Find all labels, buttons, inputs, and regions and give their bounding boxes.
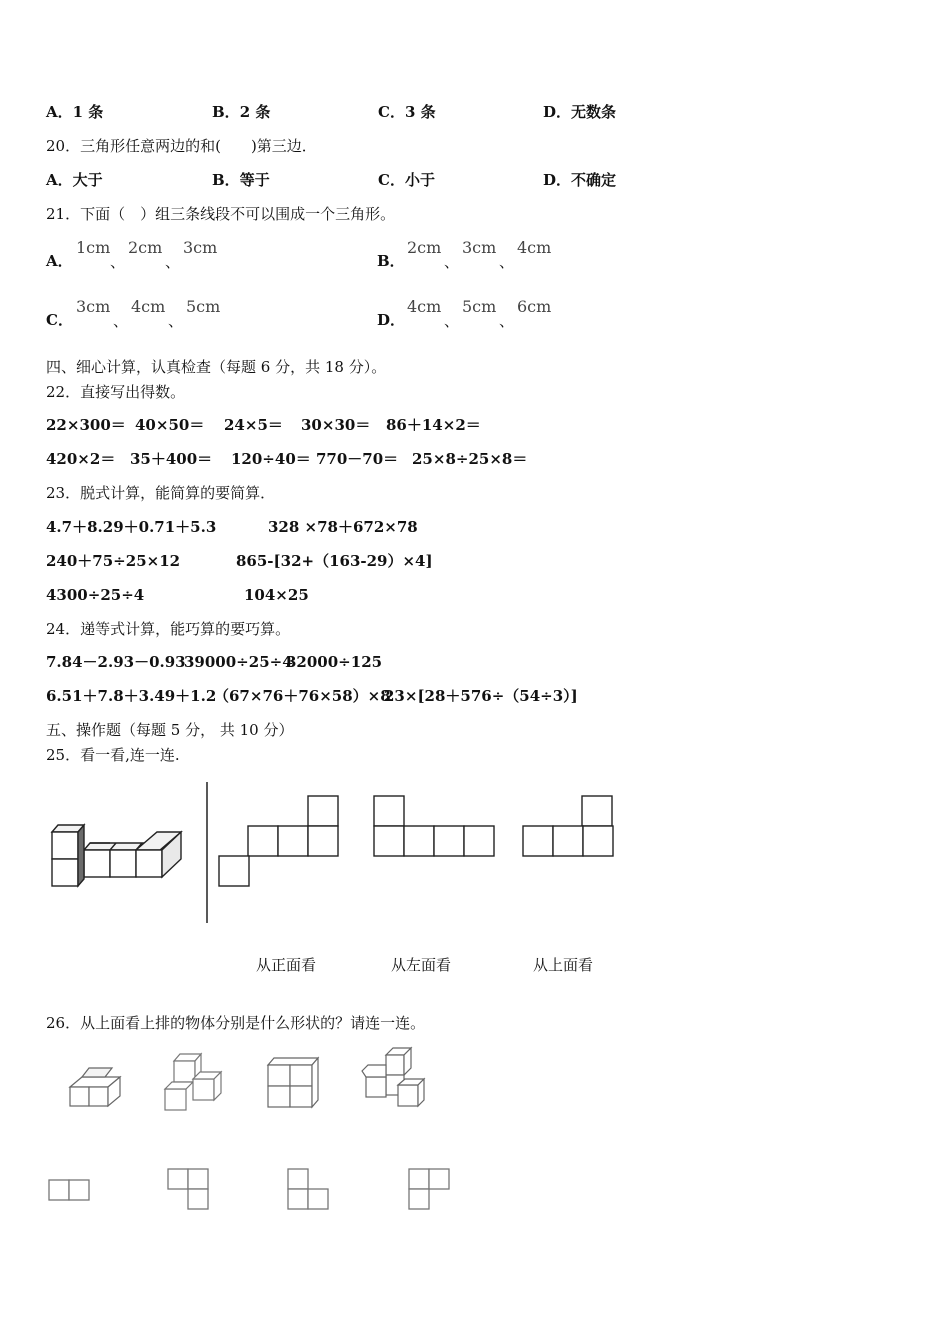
q22-item: 35＋400＝: [130, 450, 213, 468]
q20-stem: 20．三角形任意两边的和( )第三边．: [46, 137, 317, 155]
q22-item: 120÷40＝: [231, 450, 311, 468]
q19-option-c[interactable]: C．3 条: [378, 103, 436, 121]
q21-d-sep-2: 、: [499, 312, 515, 330]
q26-object-3[interactable]: [268, 1058, 318, 1107]
q24-stem: 24．递等式计算，能巧算的要巧算。: [46, 620, 291, 638]
q26-top-view-4[interactable]: [409, 1169, 449, 1209]
q21-a-sep-1: 、: [110, 253, 126, 271]
q22-item: 420×2＝: [46, 450, 116, 468]
q24-item: 32000÷125: [286, 653, 383, 671]
q22-item: 22×300＝: [46, 416, 126, 434]
q25-stem: 25．看一看,连一连.: [46, 746, 180, 764]
q23-item: 328 ×78＋672×78: [268, 518, 418, 536]
q21-option-b-letter[interactable]: B．: [377, 252, 405, 270]
q23-item: 865-[32+（163-29）×4]: [236, 552, 433, 570]
q21-d-length-1: 4cm: [407, 297, 442, 316]
q19-option-a[interactable]: A．1 条: [46, 103, 104, 121]
q20-option-a[interactable]: A．大于: [46, 171, 103, 189]
q21-option-a-letter[interactable]: A．: [46, 252, 73, 270]
q24-item: 7.84－2.93－0.93: [46, 653, 186, 671]
q21-b-length-2: 3cm: [462, 238, 497, 257]
q26-top-view-2[interactable]: [168, 1169, 208, 1209]
q21-option-c-letter[interactable]: C．: [46, 311, 73, 329]
q19-option-b[interactable]: B．2 条: [212, 103, 271, 121]
q21-c-sep-2: 、: [168, 312, 184, 330]
q21-a-length-2: 2cm: [128, 238, 163, 257]
q21-a-sep-2: 、: [165, 253, 181, 271]
q21-d-length-3: 6cm: [517, 297, 552, 316]
q25-label-left-view[interactable]: 从左面看: [391, 956, 452, 974]
q22-stem: 22．直接写出得数。: [46, 383, 186, 401]
q23-item: 104×25: [244, 586, 309, 604]
q23-item: 240＋75÷25×12: [46, 552, 181, 570]
q26-object-1[interactable]: [70, 1068, 120, 1106]
q25-view-figure-2[interactable]: [374, 796, 494, 856]
q21-c-length-2: 4cm: [131, 297, 166, 316]
q26-top-view-3[interactable]: [288, 1169, 328, 1209]
q24-item: 23×[28＋576÷（54÷3）]: [384, 687, 578, 705]
section-5-heading: 五、操作题（每题 5 分， 共 10 分）: [46, 721, 294, 739]
q23-item: 4300÷25÷4: [46, 586, 145, 604]
q24-item: 6.51＋7.8＋3.49＋1.2: [46, 687, 217, 705]
q21-b-sep-2: 、: [499, 253, 515, 271]
q25-label-front-view[interactable]: 从正面看: [256, 956, 317, 974]
q22-item: 770－70＝: [316, 450, 399, 468]
q26-object-2[interactable]: [165, 1054, 221, 1110]
q21-b-sep-1: 、: [444, 253, 460, 271]
q25-view-figure-1[interactable]: [219, 796, 338, 886]
q22-item: 24×5＝: [224, 416, 283, 434]
q21-stem: 21．下面（ ）组三条线段不可以围成一个三角形。: [46, 205, 396, 223]
q25-block-model: [52, 825, 181, 886]
q24-item: （67×76＋76×58）×8: [214, 687, 391, 705]
q21-a-length-3: 3cm: [183, 238, 218, 257]
q23-item: 4.7＋8.29＋0.71＋5.3: [46, 518, 217, 536]
q26-object-4[interactable]: [362, 1048, 424, 1106]
q20-option-c[interactable]: C．小于: [378, 171, 435, 189]
q21-b-length-3: 4cm: [517, 238, 552, 257]
q21-option-d-letter[interactable]: D．: [377, 311, 406, 329]
q22-item: 30×30＝: [301, 416, 371, 434]
q21-d-length-2: 5cm: [462, 297, 497, 316]
q21-c-length-1: 3cm: [76, 297, 111, 316]
q21-d-sep-1: 、: [444, 312, 460, 330]
q25-label-top-view[interactable]: 从上面看: [533, 956, 594, 974]
section-4-heading: 四、细心计算，认真检查（每题 6 分，共 18 分）。: [46, 358, 387, 376]
q21-a-length-1: 1cm: [76, 238, 111, 257]
q20-option-b[interactable]: B．等于: [212, 171, 270, 189]
q22-item: 86＋14×2＝: [386, 416, 481, 434]
q26-stem: 26．从上面看上排的物体分别是什么形状的？请连一连。: [46, 1014, 426, 1032]
q19-option-d[interactable]: D．无数条: [543, 103, 617, 121]
q22-item: 40×50＝: [135, 416, 205, 434]
q22-item: 25×8÷25×8＝: [412, 450, 528, 468]
q21-c-sep-1: 、: [113, 312, 129, 330]
q21-c-length-3: 5cm: [186, 297, 221, 316]
q24-item: 39000÷25÷4: [184, 653, 293, 671]
q21-b-length-1: 2cm: [407, 238, 442, 257]
q26-top-view-1[interactable]: [49, 1180, 89, 1200]
q25-view-figure-3[interactable]: [523, 796, 613, 856]
q23-stem: 23．脱式计算，能简算的要简算．: [46, 484, 276, 502]
q20-option-d[interactable]: D．不确定: [543, 171, 617, 189]
